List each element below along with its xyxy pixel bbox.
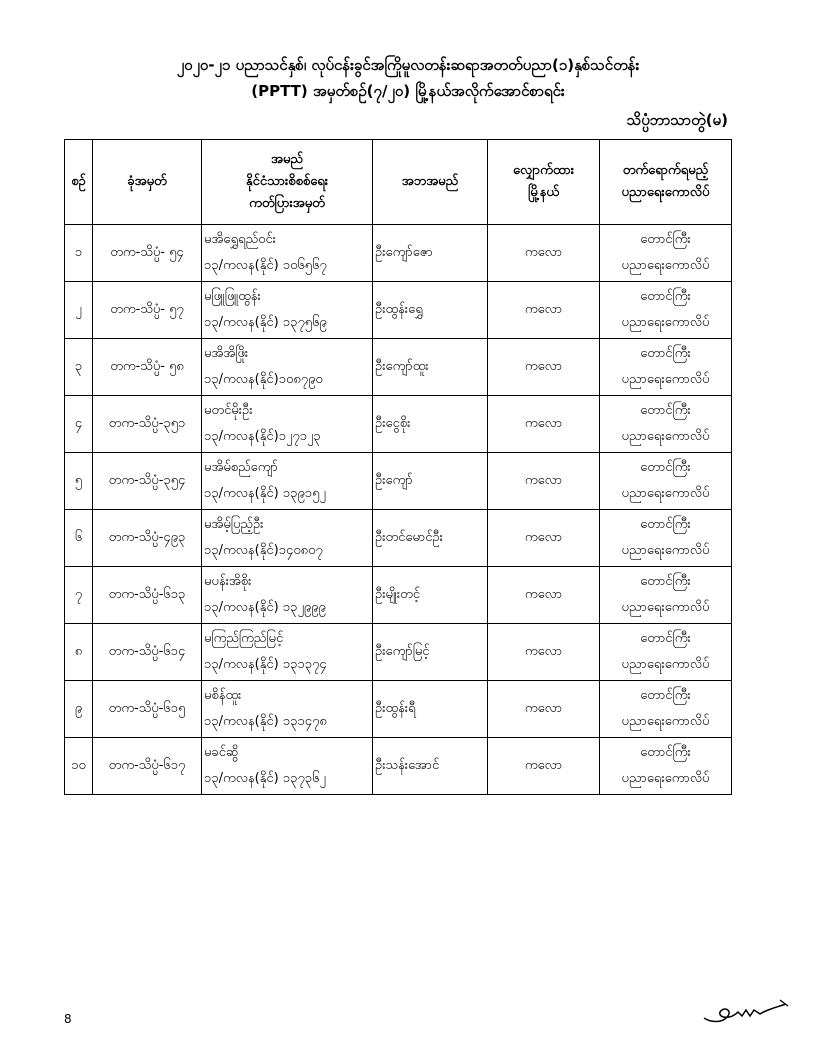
cell-college [600,681,732,738]
table-row [65,681,732,738]
college-line2: ပညာရေးကောလိပ် [621,258,710,273]
cell-no [65,567,93,624]
row-number: ၃ [74,358,83,374]
father-name: ဦးကျော် [375,472,413,488]
college-line2: ပညာရေးကောလိပ် [621,486,710,501]
township: ကလော [524,244,563,260]
cell-reg [93,681,202,738]
signature [700,990,790,1030]
township: ကလော [524,757,563,773]
header-name-line1: အမည် [271,152,303,167]
table-row [65,282,732,339]
college-line2: ပညာရေးကောလိပ် [621,714,710,729]
college-line2: ပညာရေးကောလိပ် [621,771,710,786]
student-name: မခင်ဆွိ [204,745,239,760]
student-name: မစိန်ထူး [204,688,242,703]
table-row [65,567,732,624]
college-line1: တောင်ကြီး [640,574,691,589]
nrc-number: ၁၃/ကလန(နိုင်) ၁၃၁၄၇၈ [204,714,327,729]
college-line2: ပညာရေးကောလိပ် [621,543,710,558]
cell-reg [93,282,202,339]
cell-college [600,282,732,339]
row-number: ၂ [75,301,82,317]
header-township-line2: မြို့နယ် [528,185,559,200]
cell-township [488,624,600,681]
header-name-line3: ကတ်ပြားအမှတ် [249,196,325,211]
results-table [64,139,732,795]
college-line1: တောင်ကြီး [640,403,691,418]
nrc-number: ၁၃/ကလန(နိုင်) ၁၃၉၁၅၂ [204,486,326,501]
college-line2: ပညာရေးကောလိပ် [621,600,710,615]
cell-no [65,225,93,282]
township: ကလော [524,358,563,374]
township: ကလော [524,586,563,602]
cell-college [600,453,732,510]
table-row [65,396,732,453]
cell-college [600,510,732,567]
college-line1: တောင်ကြီး [640,346,691,361]
cell-township [488,225,600,282]
cell-college [600,624,732,681]
cell-father [373,282,488,339]
township: ကလော [524,529,563,545]
cell-township [488,282,600,339]
college-line2: ပညာရေးကောလိပ် [621,315,710,330]
cell-name [202,339,373,396]
cell-no [65,510,93,567]
nrc-number: ၁၃/ကလန(နိုင်) ၁၃၂၉၉၉ [204,600,326,615]
father-name: ဦးထွန်းရီ [375,700,416,716]
header-name-line2: နိုင်ငံသားစိစစ်ရေး [245,174,329,189]
row-number: ၄ [74,415,83,431]
cell-reg [93,510,202,567]
cell-name [202,510,373,567]
cell-reg [93,453,202,510]
row-number: ၁၀ [71,757,86,773]
roll-number: တက-သိပ္ပံ-၆၁၄ [108,643,186,659]
table-row [65,225,732,282]
cell-no [65,681,93,738]
college-line1: တောင်ကြီး [640,688,691,703]
cell-no [65,624,93,681]
cell-father [373,510,488,567]
college-line1: တောင်ကြီး [640,232,691,247]
cell-father [373,681,488,738]
cell-reg [93,738,202,795]
township: ကလော [524,472,563,488]
father-name: ဦးသန်းအောင် [375,757,440,773]
row-number: ၆ [74,529,83,545]
cell-name [202,453,373,510]
student-name: မအိမ့်ပြည့်ဦး [204,517,264,532]
student-name: မအိအိဖြိုး [204,346,249,361]
cell-no [65,282,93,339]
cell-father [373,339,488,396]
cell-township [488,681,600,738]
header-name [202,140,373,225]
cell-reg [93,225,202,282]
roll-number: တက-သိပ္ပံ-၃၅၄ [108,472,186,488]
header-no: စဉ် [65,140,93,225]
table-row [65,339,732,396]
cell-township [488,396,600,453]
roll-number: တက-သိပ္ပံ-၆၁၅ [108,700,186,716]
student-name: မပန်းအိစိုး [204,574,252,589]
nrc-number: ၁၃/ကလန(နိုင်) ၁၃၇၅၆၉ [204,315,327,330]
cell-name [202,396,373,453]
table-row [65,624,732,681]
roll-number: တက-သိပ္ပံ-၆၁၇ [108,757,186,773]
document-title-line1: ၂၀၂၀-၂၁ ပညာသင်နှစ်၊ လုပ်ငန်းခွင်အကြိုမူလတန်းဆရာအတတ်ပညာ(၁)နှစ်သင်တန်း [176,56,640,74]
cell-father [373,225,488,282]
cell-no [65,453,93,510]
nrc-number: ၁၃/ကလန(နိုင်)၁၀၈၇၉၀ [204,372,323,387]
cell-reg [93,567,202,624]
table-header-row [65,140,732,225]
row-number: ၉ [74,700,83,716]
header-township-line1: လျှောက်ထား [512,163,575,178]
cell-college [600,738,732,795]
roll-number: တက-သိပ္ပံ- ၅၇ [110,301,184,317]
cell-township [488,453,600,510]
cell-township [488,510,600,567]
table-row [65,738,732,795]
student-name: မတင်မိုးဦး [204,403,253,418]
document-title-line2: (PPTT) အမှတ်စဉ်(၇/၂၀) မြို့နယ်အလိုက်အောင်စာရင်း [251,82,565,100]
roll-number: တက-သိပ္ပံ-၆၁၃ [108,586,186,602]
cell-college [600,567,732,624]
department-label: သိပ္ပံဘာသာတွဲ(မ) [626,111,728,129]
table-row [65,510,732,567]
nrc-number: ၁၃/ကလန(နိုင်) ၁၀၆၅၆၇ [204,258,327,273]
cell-no [65,738,93,795]
cell-name [202,282,373,339]
cell-father [373,396,488,453]
cell-father [373,453,488,510]
cell-name [202,567,373,624]
cell-father [373,738,488,795]
row-number: ၇ [74,586,83,602]
cell-no [65,396,93,453]
father-name: ဦးထွန်းရွှေ [375,301,423,317]
college-line1: တောင်ကြီး [640,460,691,475]
college-line1: တောင်ကြီး [640,631,691,646]
header-township [488,140,600,225]
nrc-number: ၁၃/ကလန(နိုင်) ၁၃၁၃၇၄ [204,657,327,672]
college-line1: တောင်ကြီး [640,745,691,760]
row-number: ၅ [74,472,83,488]
roll-number: တက-သိပ္ပံ-၄၉၃ [108,529,186,545]
cell-reg [93,396,202,453]
college-line1: တောင်ကြီး [640,517,691,532]
cell-reg [93,624,202,681]
student-name: မဖြူဖြူထွန်း [204,289,261,304]
table-row [65,453,732,510]
student-name: မအိရွှေရည်ဝင်း [204,232,276,247]
header-college-line1: တက်ရောက်ရမည့် [622,163,709,178]
cell-father [373,624,488,681]
nrc-number: ၁၃/ကလန(နိုင်)၁၄၀၈၀၇ [204,543,323,558]
father-name: ဦးကျော်ထူး [375,358,429,374]
page-number: 8 [64,1012,72,1026]
township: ကလော [524,301,563,317]
row-number: ၁ [74,244,83,260]
father-name: ဦးငွေစိုး [375,415,411,431]
cell-name [202,225,373,282]
college-line2: ပညာရေးကောလိပ် [621,429,710,444]
cell-township [488,339,600,396]
college-line1: တောင်ကြီး [640,289,691,304]
roll-number: တက-သိပ္ပံ- ၅၈ [110,358,184,374]
cell-college [600,225,732,282]
township: ကလော [524,643,563,659]
cell-college [600,396,732,453]
header-reg: ခုံအမှတ် [93,140,202,225]
college-line2: ပညာရေးကောလိပ် [621,657,710,672]
cell-name [202,738,373,795]
row-number: ၈ [74,643,83,659]
father-name: ဦးမျိုးတင့် [375,586,421,602]
cell-township [488,738,600,795]
cell-name [202,681,373,738]
roll-number: တက-သိပ္ပံ- ၅၄ [110,244,184,260]
township: ကလော [524,700,563,716]
cell-name [202,624,373,681]
nrc-number: ၁၃/ကလန(နိုင်) ၁၃၇၃၆၂ [204,771,326,786]
student-name: မအိမ်စည်ကျော် [204,460,278,475]
roll-number: တက-သိပ္ပံ-၃၅၁ [108,415,186,431]
header-college [600,140,732,225]
cell-father [373,567,488,624]
header-college-line2: ပညာရေးကောလိပ် [621,185,710,200]
nrc-number: ၁၃/ကလန(နိုင်)၁၂၇၁၂၃ [204,429,321,444]
header-father: အဘအမည် [373,140,488,225]
cell-college [600,339,732,396]
cell-township [488,567,600,624]
college-line2: ပညာရေးကောလိပ် [621,372,710,387]
cell-reg [93,339,202,396]
township: ကလော [524,415,563,431]
father-name: ဦးကျော်ဇော [375,244,433,260]
father-name: ဦးကျော်မြင့် [375,643,430,659]
student-name: မကြည်ကြည်မြင့် [204,631,284,646]
father-name: ဦးတင်မောင်ဦး [375,529,443,545]
cell-no [65,339,93,396]
